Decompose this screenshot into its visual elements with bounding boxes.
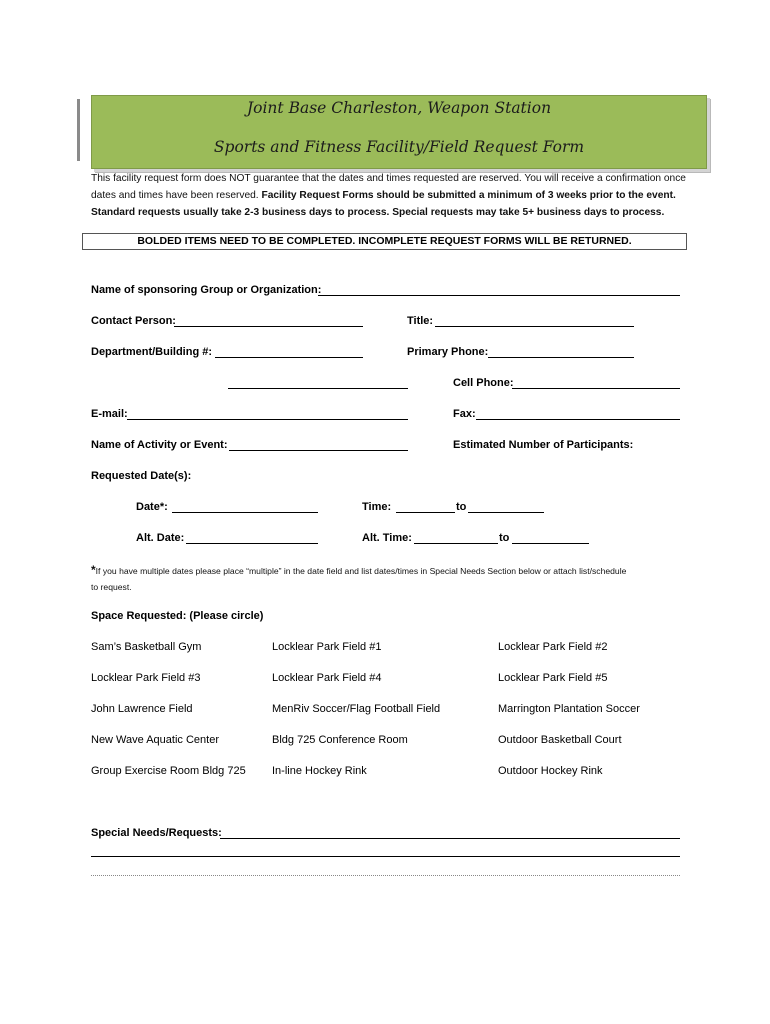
- header-subtitle: Sports and Fitness Facility/Field Request Form: [213, 138, 585, 156]
- title-input-line[interactable]: [435, 326, 634, 327]
- org-input-line[interactable]: [318, 295, 680, 296]
- space-option[interactable]: Locklear Park Field #2: [498, 641, 608, 653]
- dept-input-line[interactable]: [215, 357, 363, 358]
- alt-time-end-input-line[interactable]: [512, 543, 589, 544]
- space-requested-heading: Space Requested: (Please circle): [91, 610, 264, 622]
- fax-label: Fax:: [453, 408, 476, 420]
- footnote-asterisk: *: [91, 563, 96, 577]
- title-label: Title:: [407, 315, 434, 327]
- time-label: Time:: [362, 501, 392, 513]
- space-option[interactable]: Locklear Park Field #1: [272, 641, 382, 653]
- email-label: E-mail:: [91, 408, 128, 420]
- space-option[interactable]: Locklear Park Field #5: [498, 672, 608, 684]
- space-option[interactable]: MenRiv Soccer/Flag Football Field: [272, 703, 441, 715]
- intro-plain-text: This facility request form does NOT guarantee that the dates and times requested are reserved. You will receive a confirmation once dates and times have been reserved.: [91, 173, 686, 201]
- special-needs-label: Special Needs/Requests:: [91, 827, 222, 839]
- intro-paragraph: [91, 170, 691, 221]
- space-option[interactable]: John Lawrence Field: [91, 703, 193, 715]
- fax-input-line[interactable]: [476, 419, 680, 420]
- time-to-label: to: [456, 501, 467, 513]
- alt-time-to-label: to: [499, 532, 510, 544]
- activity-label: Name of Activity or Event:: [91, 439, 228, 451]
- date-input-line[interactable]: [172, 512, 318, 513]
- footnote: [91, 563, 691, 578]
- space-option[interactable]: Bldg 725 Conference Room: [272, 734, 408, 746]
- dept-label: Department/Building #:: [91, 346, 213, 358]
- dept-extra-input-line[interactable]: [228, 388, 408, 389]
- contact-label: Contact Person:: [91, 315, 176, 327]
- alt-date-label: Alt. Date:: [136, 532, 185, 544]
- participants-label: Estimated Number of Participants:: [453, 439, 634, 451]
- primary-phone-input-line[interactable]: [488, 357, 634, 358]
- special-needs-input-line[interactable]: [220, 838, 680, 839]
- form-header-banner: [91, 95, 707, 169]
- space-option[interactable]: Group Exercise Room Bldg 725: [91, 765, 246, 777]
- time-end-input-line[interactable]: [468, 512, 544, 513]
- cell-phone-input-line[interactable]: [512, 388, 680, 389]
- primary-phone-label: Primary Phone:: [407, 346, 489, 358]
- header-title: Joint Base Charleston, Weapon Station: [246, 99, 552, 117]
- requested-dates-label: Requested Date(s):: [91, 470, 192, 482]
- space-option[interactable]: Outdoor Basketball Court: [498, 734, 622, 746]
- left-margin-bar: [77, 99, 80, 161]
- space-option[interactable]: New Wave Aquatic Center: [91, 734, 219, 746]
- intro-bold-text: Facility Request Forms should be submitted a minimum of 3 weeks prior to the event. Standard requests usually take 2-3 business days to process. Special requests may take 5+ business days to process.: [91, 190, 676, 218]
- footnote-line2: to request.: [91, 582, 132, 592]
- email-input-line[interactable]: [127, 419, 408, 420]
- org-label: Name of sponsoring Group or Organization:: [91, 284, 322, 296]
- footnote-line1: If you have multiple dates please place “multiple” in the date field and list dates/times in Special Needs Section below or attach list/schedule: [95, 566, 627, 576]
- alt-time-start-input-line[interactable]: [414, 543, 498, 544]
- cell-phone-label: Cell Phone:: [453, 377, 514, 389]
- space-option[interactable]: Sam’s Basketball Gym: [91, 641, 202, 653]
- space-option[interactable]: Marrington Plantation Soccer: [498, 703, 640, 715]
- required-notice: BOLDED ITEMS NEED TO BE COMPLETED. INCOMPLETE REQUEST FORMS WILL BE RETURNED.: [82, 233, 687, 250]
- time-start-input-line[interactable]: [396, 512, 455, 513]
- activity-input-line[interactable]: [229, 450, 408, 451]
- space-option[interactable]: Locklear Park Field #3: [91, 672, 201, 684]
- space-option[interactable]: Outdoor Hockey Rink: [498, 765, 603, 777]
- space-option[interactable]: In-line Hockey Rink: [272, 765, 367, 777]
- contact-input-line[interactable]: [174, 326, 363, 327]
- alt-date-input-line[interactable]: [186, 543, 318, 544]
- date-label: Date*:: [136, 501, 168, 513]
- alt-time-label: Alt. Time:: [362, 532, 412, 544]
- special-needs-input-line-2[interactable]: [91, 856, 680, 857]
- space-option[interactable]: Locklear Park Field #4: [272, 672, 382, 684]
- special-needs-input-line-3[interactable]: [91, 875, 680, 876]
